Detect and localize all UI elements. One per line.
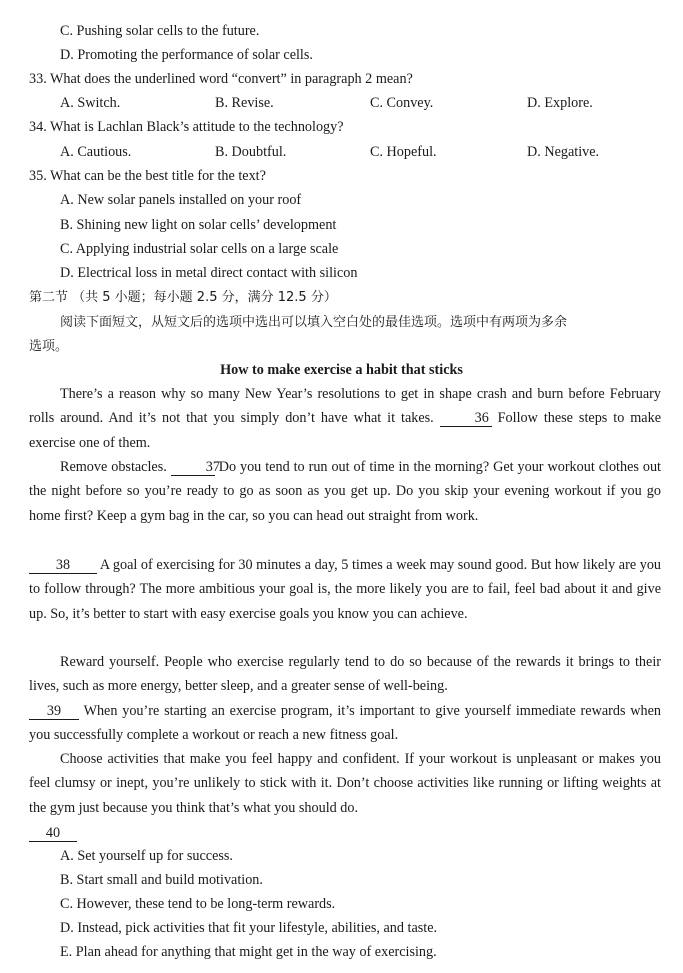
article-title: How to make exercise a habit that sticks <box>220 362 463 378</box>
section-heading: 第二节 （共 5 小题；每小题 2.5 分，满分 12.5 分） <box>29 290 337 305</box>
blank-38: 38 <box>29 557 97 574</box>
prev-option-d: D. Promoting the performance of solar cells. <box>60 47 313 63</box>
choice-a: A. Set yourself up for success. <box>60 848 233 864</box>
section-instruction-line2: 选项。 <box>29 339 69 354</box>
paragraph-5-text: Choose activities that make you feel happy and confident. If your workout is unpleasant or makes you feel clumsy or inept, you’re unlikely to stick with it. Don’t choose activities like running or lifting weights at the gym just because you think that’s what you should do. <box>29 751 661 816</box>
blank-36: 36 <box>440 410 492 427</box>
choice-b: B. Start small and build motivation. <box>60 872 263 888</box>
q33-option-b: B. Revise. <box>215 95 274 111</box>
blank-40-line <box>29 824 77 842</box>
question-34-stem: 34. What is Lachlan Black’s attitude to the technology? <box>29 119 344 135</box>
question-33-stem: 33. What does the underlined word “convert” in paragraph 2 mean? <box>29 71 413 87</box>
choice-c: C. However, these tend to be long-term rewards. <box>60 896 336 912</box>
choice-e: E. Plan ahead for anything that might get in the way of exercising. <box>60 944 437 960</box>
paragraph-3 <box>29 553 661 626</box>
paragraph-3-text: A goal of exercising for 30 minutes a day, 5 times a week may sound good. But how likely are you to follow through? The more ambitious your goal is, the more likely you are to fail, feel bad about it and give up. So, it’s better to start with easy exercise goals you know you can achieve. <box>29 557 662 622</box>
paragraph-1-text: There’s a reason why so many New Year’s resolutions to get in shape crash and burn before February rolls around. And it’s not that you simply don’t have what it takes. <box>29 386 661 427</box>
q33-option-c: C. Convey. <box>370 95 434 111</box>
choice-d: D. Instead, pick activities that fit your lifestyle, abilities, and taste. <box>60 920 438 936</box>
paragraph-4 <box>29 650 661 699</box>
q35-option-d: D. Electrical loss in metal direct contact with silicon <box>60 265 358 281</box>
question-35-stem: 35. What can be the best title for the text? <box>29 168 266 184</box>
q34-option-a: A. Cautious. <box>60 144 132 160</box>
q34-option-d: D. Negative. <box>527 144 600 160</box>
q34-option-c: C. Hopeful. <box>370 144 437 160</box>
q34-option-b: B. Doubtful. <box>215 144 287 160</box>
paragraph-4-tail: When you’re starting an exercise program, it’s important to give yourself immediate rewards when you successfully complete a workout or reach a new fitness goal. <box>29 703 662 744</box>
paragraph-2-lead: Remove obstacles. <box>60 459 167 475</box>
q35-option-b: B. Shining new light on solar cells’ development <box>60 217 337 233</box>
paragraph-1-tail: Follow these steps to make exercise one of them. <box>29 410 661 451</box>
q33-option-a: A. Switch. <box>60 95 121 111</box>
paragraph-1 <box>29 382 661 455</box>
q35-option-c: C. Applying industrial solar cells on a large scale <box>60 241 339 257</box>
blank-40: 40 <box>29 825 77 842</box>
section-instruction-line1: 阅读下面短文，从短文后的选项中选出可以填入空白处的最佳选项。选项中有两项为多余 <box>60 315 568 330</box>
paragraph-4-text: Reward yourself. People who exercise regularly tend to do so because of the rewards it brings to their lives, such as more energy, better sleep, and a greater sense of well-being. <box>29 654 661 695</box>
paragraph-2 <box>29 455 661 528</box>
q33-option-d: D. Explore. <box>527 95 593 111</box>
paragraph-5 <box>29 747 661 820</box>
prev-option-c: C. Pushing solar cells to the future. <box>60 23 260 39</box>
q35-option-a: A. New solar panels installed on your roof <box>60 192 302 208</box>
blank-39: 39 <box>29 703 79 720</box>
paragraph-2-text: Do you tend to run out of time in the morning? Get your workout clothes out the night before so you’re ready to go as soon as you get up. Do you skip your evening workout if you go home first? Keep a gym bag in the car, so you can head out straight from work. <box>29 459 661 524</box>
paragraph-4-continued <box>29 699 661 748</box>
blank-37: 37 <box>171 459 215 476</box>
